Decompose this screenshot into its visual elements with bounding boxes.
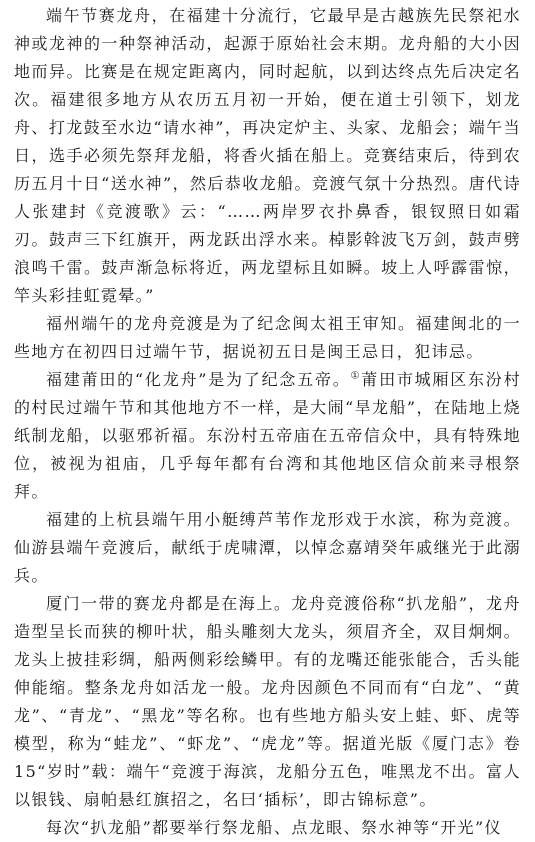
paragraph-putian <box>14 366 521 506</box>
paragraph-dragon-boat-intro: 端午节赛龙舟，在福建十分流行，它最早是古越族先民祭祀水神或龙神的一种祭神活动，起源于原始社会末期。龙舟船的大小因地而异。比赛是在规定距离内，同时起航，以到达终点先后决定名次。福建很多地方从农历五月初一开始，便在道士引领下，划龙舟、打龙鼓至水边“请水神”，再决定炉主、头家、龙船会；端午当日，选手必须先祭拜龙船，将香火插在船上。竞赛结束后，待到农历五月十日“送水神”，然后恭收龙船。竞渡气氛十分热烈。唐代诗人张建封《竞渡歌》云：“……两岸罗衣扑鼻香，银钗照日如霜刃。鼓声三下红旗开，两龙跃出浮水来。棹影斡波飞万剑，鼓声劈浪鸣千雷。鼓声渐急标将近，两龙望标且如瞬。坡上人呼霹雷惊，竿头彩挂虹霓晕。” <box>14 6 521 305</box>
putian-text-after: 莆田市城厢区东汾村的村民过端午节和其他地方不一样，是大闹“旱龙船”，在陆地上烧纸制龙船，以驱邪祈福。东汾村五帝庙在五帝信众中，具有特殊地位，被视为祖庙，几乎每年都有台湾和其他地区信众前来寻根祭拜。 <box>14 370 521 501</box>
paragraph-kaiguang: 每次“扒龙船”都要举行祭龙船、点龙眼、祭水神等“开光”仪 <box>46 818 502 837</box>
paragraph-fuzhou: 福州端午的龙舟竞渡是为了纪念闽太祖王审知。福建闽北的一些地方在初四日过端午节，据说初五日是闽王忌日，犯讳忌。 <box>14 314 521 361</box>
putian-text-before: 福建莆田的“化龙舟”是为了纪念五帝。 <box>46 370 351 389</box>
paragraph-shanghang: 福建的上杭县端午用小艇缚芦苇作龙形戏于水滨，称为竞渡。仙游县端午竞渡后，献纸于虎啸潭，以悼念嘉靖癸年戚继光于此溺兵。 <box>14 510 521 585</box>
paragraph-xiamen: 厦门一带的赛龙舟都是在海上。龙舟竞渡俗称“扒龙船”，龙舟造型呈长而狭的柳叶状，船头雕刻大龙头，须眉齐全，双目炯炯。龙头上披挂彩绸，船两侧彩绘鳞甲。有的龙嘴还能张能合，舌头能伸能缩。整条龙舟如活龙一般。龙舟因颜色不同而有“白龙”、“黄龙”、“青龙”、“黑龙”等名称。也有些地方船头安上蛙、虾、虎等模型，称为“蛙龙”、“虾龙”、“虎龙”等。据道光版《厦门志》卷15“岁时”载：端午“竞渡于海滨，龙船分五色，唯黑龙不出。富人以银钱、扇帕悬红旗招之，名曰‘插标’，即古锦标意”。 <box>14 594 521 809</box>
footnote-marker: ① <box>350 370 362 382</box>
